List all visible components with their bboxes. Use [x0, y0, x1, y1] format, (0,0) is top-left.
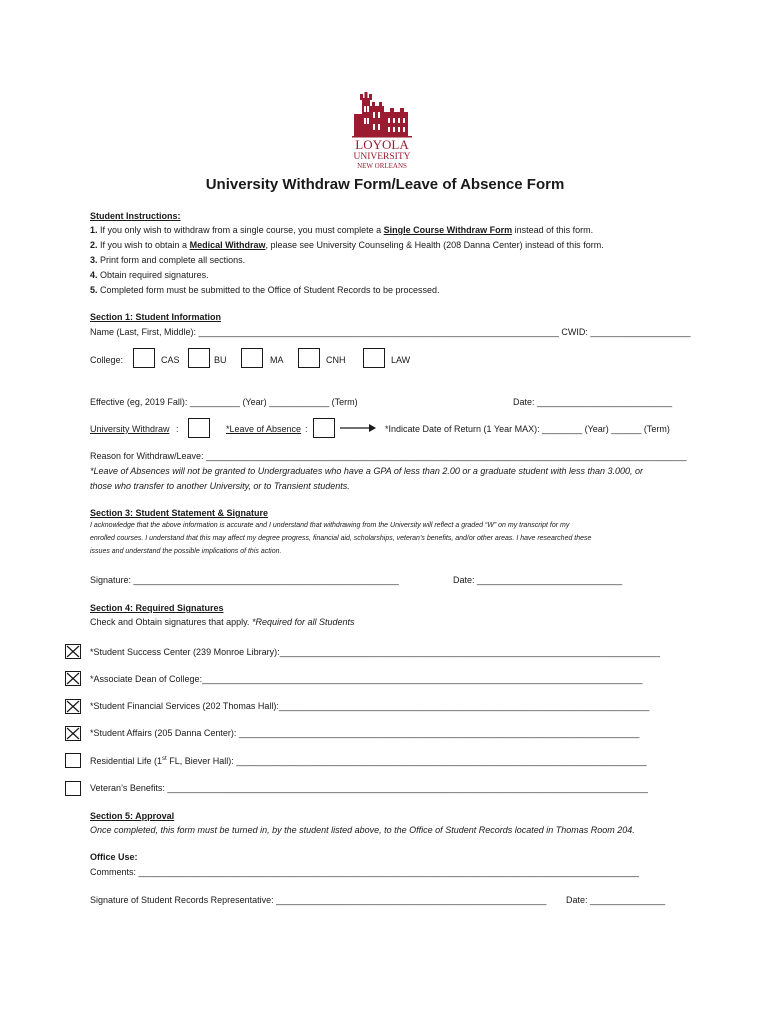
check-x-icon — [66, 672, 80, 685]
instruction-1: 1. If you only wish to withdraw from a single course, you must complete a Single Course Withdraw Form instead of this form. — [90, 225, 594, 235]
university-withdraw-checkbox[interactable] — [188, 418, 210, 438]
representative-date-field[interactable]: Date: _______________ — [566, 895, 666, 905]
logo-line-2: UNIVERSITY — [353, 152, 411, 162]
statement-line-1: I acknowledge that the above information is accurate and I understand that withdrawing from the University will reflect a graded “W” on my transcript for my — [90, 522, 570, 529]
single-course-withdraw-link[interactable]: Single Course Withdraw Form — [383, 225, 513, 235]
logo-line-1: LOYOLA — [355, 137, 409, 152]
student-signature-date-field[interactable]: Date: _____________________________ — [453, 575, 623, 585]
university-withdraw-label: University Withdraw — [90, 424, 170, 434]
office-use-heading: Office Use: — [90, 852, 138, 862]
college-bu-checkbox[interactable] — [188, 348, 210, 368]
instruction-5: 5. Completed form must be submitted to the Office of Student Records to be processed. — [90, 285, 440, 295]
leave-of-absence-checkbox[interactable] — [313, 418, 335, 438]
college-bu-label: BU — [214, 355, 227, 365]
college-law-label: LAW — [391, 355, 411, 365]
student-success-signature[interactable]: *Student Success Center (239 Monroe Library):____________________________________________________________________________ — [90, 647, 661, 657]
associate-dean-checkbox[interactable] — [65, 671, 81, 686]
check-x-icon — [66, 727, 80, 740]
section4-heading: Section 4: Required Signatures — [90, 603, 224, 613]
section5-text: Once completed, this form must be turned in, by the student listed above, to the Office of Student Records located in Thomas Room 204. — [90, 825, 635, 835]
return-date-field[interactable]: *Indicate Date of Return (1 Year MAX): ________ (Year) ______ (Term) — [385, 424, 670, 434]
section3-heading: Section 3: Student Statement & Signature — [90, 508, 269, 518]
college-ma-label: MA — [270, 355, 284, 365]
loa-note-line-2: those who transfer to another University, or to Transient students. — [90, 481, 350, 491]
college-label: College: — [90, 355, 124, 365]
section1-date-field[interactable]: Date: ___________________________ — [513, 397, 673, 407]
reason-field[interactable]: Reason for Withdraw/Leave: ________________________________________________________________________________________________ — [90, 451, 687, 461]
medical-withdraw-link[interactable]: Medical Withdraw — [189, 240, 266, 250]
statement-line-3: issues and understand the possible implications of this action. — [90, 548, 282, 555]
loyola-logo — [350, 92, 420, 170]
check-x-icon — [66, 645, 80, 658]
arrow-right-icon — [340, 423, 376, 433]
college-cnh-checkbox[interactable] — [298, 348, 320, 368]
representative-signature-field[interactable]: Signature of Student Records Representative: ______________________________________________________ — [90, 895, 547, 905]
college-cnh-label: CNH — [326, 355, 346, 365]
section1-heading: Section 1: Student Information — [90, 312, 222, 322]
student-signature-field[interactable]: Signature: _____________________________________________________ — [90, 575, 399, 585]
college-cas-checkbox[interactable] — [133, 348, 155, 368]
logo-line-3: NEW ORLEANS — [357, 162, 407, 170]
veterans-benefits-signature[interactable]: Veteran’s Benefits: ________________________________________________________________________________________________ — [90, 783, 648, 793]
veterans-benefits-checkbox[interactable] — [65, 781, 81, 796]
financial-services-signature[interactable]: *Student Financial Services (202 Thomas Hall):__________________________________________________________________________ — [90, 701, 650, 711]
instruction-4: 4. Obtain required signatures. — [90, 270, 209, 280]
loyola-building-icon — [350, 92, 420, 170]
college-law-checkbox[interactable] — [363, 348, 385, 368]
instruction-2: 2. If you wish to obtain a Medical Withdraw, please see University Counseling & Health (208 Danna Center) instead of this form. — [90, 240, 604, 250]
college-cas-label: CAS — [161, 355, 180, 365]
check-x-icon — [66, 700, 80, 713]
associate-dean-signature[interactable]: *Associate Dean of College:________________________________________________________________________________________ — [90, 674, 643, 684]
instruction-3: 3. Print form and complete all sections. — [90, 255, 246, 265]
financial-services-checkbox[interactable] — [65, 699, 81, 714]
name-cwid-field[interactable]: Name (Last, First, Middle): ________________________________________________________________________ CWID: ____________________ — [90, 327, 691, 337]
instructions-heading: Student Instructions: — [90, 211, 181, 221]
comments-field[interactable]: Comments: ____________________________________________________________________________________________________ — [90, 867, 640, 877]
leave-of-absence-label: *Leave of Absence — [226, 424, 302, 434]
page-title: University Withdraw Form/Leave of Absence Form — [205, 176, 565, 193]
loa-note-line-1: *Leave of Absences will not be granted to Undergraduates who have a GPA of less than 2.00 or a graduate student with less than 3.000, or — [90, 466, 644, 476]
section5-heading: Section 5: Approval — [90, 811, 175, 821]
effective-term-field[interactable]: Effective (eg, 2019 Fall): __________ (Year) ____________ (Term) — [90, 397, 358, 407]
statement-line-2: enrolled courses. I understand that this may affect my degree progress, financial aid, scholarships, veteran’s benefits, and/or other areas. I have researched these — [90, 535, 592, 542]
section4-subheading: Check and Obtain signatures that apply. *Required for all Students — [90, 617, 355, 627]
student-success-checkbox[interactable] — [65, 644, 81, 659]
college-ma-checkbox[interactable] — [241, 348, 263, 368]
student-affairs-checkbox[interactable] — [65, 726, 81, 741]
residential-life-signature[interactable]: Residential Life (1st FL, Biever Hall): __________________________________________________________________________________ — [90, 756, 647, 766]
residential-life-checkbox[interactable] — [65, 753, 81, 768]
student-affairs-signature[interactable]: *Student Affairs (205 Danna Center): ________________________________________________________________________________ — [90, 728, 640, 738]
